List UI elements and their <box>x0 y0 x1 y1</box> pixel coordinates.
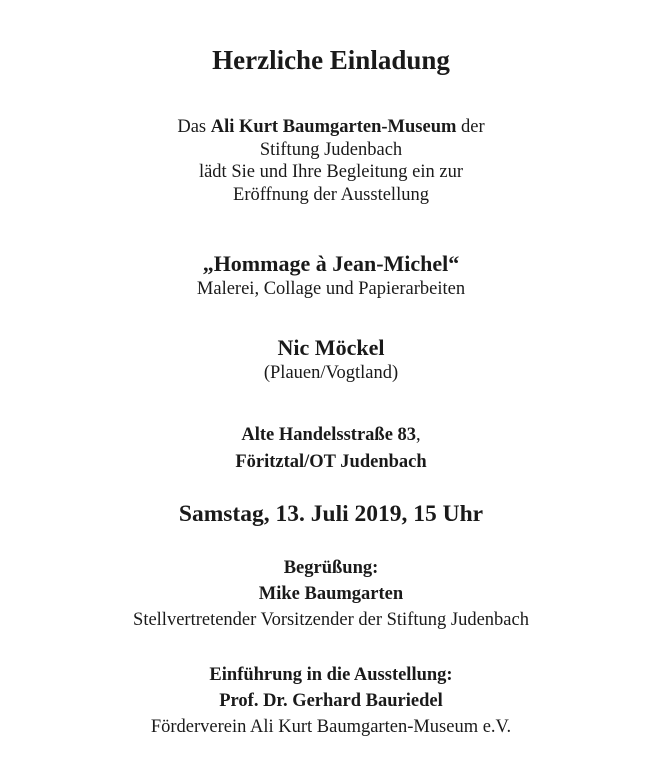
intro-line-4: Eröffnung der Ausstellung <box>233 184 429 205</box>
artist-name: Nic Möckel <box>277 335 385 360</box>
introduction-heading: Einführung in die Ausstellung: <box>209 665 453 685</box>
artist-origin: (Plauen/Vogtland) <box>263 363 399 383</box>
address-street: Alte Handelsstraße 83 <box>241 425 417 445</box>
introduction-person: Prof. Dr. Gerhard Bauriedel <box>219 691 443 711</box>
artist-block <box>0 334 662 385</box>
intro-suffix: der <box>456 117 485 137</box>
intro-line-2: Stiftung Judenbach <box>259 139 403 160</box>
welcome-person: Mike Baumgarten <box>258 584 404 604</box>
exhibition-subtitle: Malerei, Collage und Papierarbeiten <box>196 279 466 299</box>
introduction-role: Förderverein Ali Kurt Baumgarten-Museum e.V. <box>150 717 512 737</box>
intro-line-1 <box>0 116 662 139</box>
welcome-heading: Begrüßung: <box>283 558 379 578</box>
invitation-title: Herzliche Einladung <box>212 45 450 75</box>
intro-line-3: lädt Sie und Ihre Begleitung ein zur <box>198 162 464 182</box>
address-block <box>0 422 662 476</box>
exhibition-block <box>0 250 662 301</box>
welcome-role: Stellvertretender Vorsitzender der Stiftung Judenbach <box>133 610 529 630</box>
museum-name: Ali Kurt Baumgarten-Museum <box>210 117 457 137</box>
address-town: Föritztal/OT Judenbach <box>235 452 427 472</box>
address-street-line <box>0 422 662 449</box>
exhibition-title: „Hommage à Jean-Michel“ <box>202 251 460 276</box>
intro-prefix: Das <box>177 117 211 137</box>
welcome-block <box>0 555 662 633</box>
address-comma: , <box>416 425 421 445</box>
datetime-block <box>0 499 662 529</box>
intro-block <box>0 116 662 206</box>
introduction-block <box>0 662 662 740</box>
event-datetime: Samstag, 13. Juli 2019, 15 Uhr <box>178 501 484 527</box>
